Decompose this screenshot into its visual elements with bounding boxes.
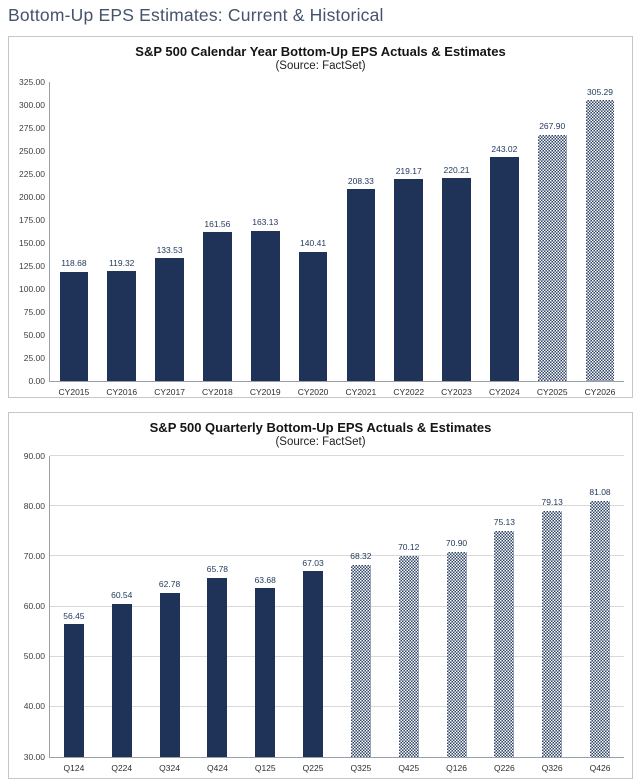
- bar-column: [50, 456, 98, 773]
- bar-Q326: [542, 511, 562, 757]
- y-tick-label: 50.00: [23, 329, 45, 340]
- bar-value-label: 119.32: [109, 257, 135, 268]
- plot-grid: [49, 456, 624, 773]
- page-title: Bottom-Up EPS Estimates: Current & Historical: [8, 5, 384, 25]
- bar-Q324: [160, 593, 180, 757]
- bar-Q425: [399, 556, 419, 757]
- bar-column: [289, 456, 337, 773]
- y-tick-label: 90.00: [23, 450, 45, 461]
- bar-CY2018: [203, 232, 232, 381]
- bar-column: [576, 456, 624, 773]
- category-label: CY2019: [249, 386, 281, 397]
- category-label: Q125: [254, 762, 276, 773]
- bar-column: [289, 82, 337, 397]
- bar-CY2016: [107, 271, 136, 381]
- bar-Q424: [207, 578, 227, 757]
- bar-Q124: [64, 624, 84, 757]
- plot-area: [13, 76, 626, 397]
- bar-value-label: 67.03: [302, 557, 324, 568]
- y-tick-label: 50.00: [23, 651, 45, 662]
- category-label: CY2020: [297, 386, 329, 397]
- bar-column: [241, 82, 289, 397]
- bar-CY2022: [394, 179, 423, 381]
- category-label: Q126: [446, 762, 467, 773]
- bar-value-label: 56.45: [63, 610, 85, 621]
- bar-value-label: 161.56: [204, 218, 231, 229]
- y-tick-label: 40.00: [23, 701, 45, 712]
- category-label: Q424: [207, 762, 228, 773]
- bar-value-label: 118.68: [61, 258, 87, 269]
- category-label: Q324: [159, 762, 180, 773]
- y-tick-label: 175.00: [19, 214, 45, 225]
- bar-column: [480, 456, 528, 773]
- bar-column: [385, 456, 433, 773]
- bar-Q125: [255, 588, 275, 757]
- bar-CY2021: [347, 189, 376, 381]
- bar-CY2019: [251, 231, 280, 381]
- bar-column: [480, 82, 528, 397]
- bar-CY2025: [538, 135, 567, 381]
- bar-value-label: 267.90: [539, 121, 566, 132]
- bar-value-label: 68.32: [350, 551, 372, 562]
- bar-CY2015: [60, 272, 89, 381]
- category-label: CY2026: [584, 386, 616, 397]
- y-tick-label: 70.00: [23, 550, 45, 561]
- plot-grid: [49, 82, 624, 397]
- bar-Q426: [590, 501, 610, 757]
- y-tick-label: 75.00: [23, 306, 45, 317]
- category-label: Q225: [302, 762, 324, 773]
- y-tick-label: 80.00: [23, 500, 45, 511]
- category-label: Q325: [350, 762, 372, 773]
- category-label: Q326: [541, 762, 563, 773]
- bar-value-label: 208.33: [347, 175, 374, 186]
- category-label: Q224: [111, 762, 133, 773]
- bar-column: [528, 456, 576, 773]
- category-label: CY2015: [58, 386, 90, 397]
- y-tick-label: 275.00: [19, 122, 45, 133]
- bar-CY2023: [442, 178, 471, 381]
- category-label: CY2021: [345, 386, 377, 397]
- bar-value-label: 220.21: [443, 164, 470, 175]
- y-axis: [13, 450, 49, 762]
- y-tick-label: 30.00: [23, 751, 45, 762]
- category-label: CY2024: [489, 386, 520, 397]
- bar-value-label: 70.90: [445, 538, 468, 549]
- bar-CY2020: [299, 252, 328, 381]
- bar-Q226: [494, 531, 514, 757]
- bar-column: [50, 82, 98, 397]
- bar-Q325: [351, 565, 371, 757]
- bar-column: [98, 82, 146, 397]
- category-label: CY2022: [393, 386, 425, 397]
- bar-column: [193, 456, 241, 773]
- bar-value-label: 243.02: [491, 143, 518, 154]
- category-label: Q426: [589, 762, 611, 773]
- bar-value-label: 60.54: [111, 590, 133, 601]
- y-tick-label: 150.00: [19, 237, 45, 248]
- bar-column: [433, 82, 481, 397]
- bar-column: [385, 82, 433, 397]
- bar-CY2017: [155, 258, 184, 381]
- category-label: CY2017: [154, 386, 185, 397]
- bar-column: [433, 456, 481, 773]
- chart-subtitle: (Source: FactSet): [275, 60, 366, 72]
- y-tick-label: 225.00: [19, 168, 45, 179]
- bar-column: [337, 82, 385, 397]
- category-label: CY2023: [441, 386, 472, 397]
- bar-value-label: 79.13: [541, 497, 563, 508]
- y-tick-label: 25.00: [23, 352, 45, 363]
- bar-column: [528, 82, 576, 397]
- y-tick-label: 200.00: [19, 191, 45, 202]
- bar-value-label: 62.78: [158, 579, 181, 590]
- quarterly-eps-chart-panel: [8, 412, 633, 779]
- bar-value-label: 63.68: [254, 574, 276, 585]
- y-tick-label: 250.00: [19, 145, 45, 156]
- category-label: CY2025: [536, 386, 568, 397]
- category-label: CY2018: [202, 386, 233, 397]
- plot-area: [13, 450, 626, 773]
- bar-value-label: 70.12: [398, 542, 420, 553]
- bar-value-label: 163.13: [252, 217, 279, 228]
- chart-title: S&P 500 Calendar Year Bottom-Up EPS Actuals & Estimates: [135, 44, 506, 59]
- category-label: Q226: [493, 762, 515, 773]
- y-tick-label: 325.00: [19, 76, 45, 87]
- bar-value-label: 75.13: [493, 517, 515, 528]
- bar-Q225: [303, 571, 323, 757]
- bar-value-label: 133.53: [156, 244, 183, 255]
- bar-Q224: [112, 604, 132, 757]
- category-label: CY2016: [106, 386, 138, 397]
- y-tick-label: 300.00: [19, 99, 45, 110]
- bar-column: [146, 456, 194, 773]
- bar-CY2024: [490, 157, 519, 381]
- y-tick-label: 0.00: [28, 375, 45, 386]
- bar-column: [337, 456, 385, 773]
- bar-column: [193, 82, 241, 397]
- bar-column: [146, 82, 194, 397]
- bar-value-label: 305.29: [587, 86, 614, 97]
- calendar-year-eps-chart-panel: [8, 36, 633, 398]
- y-tick-label: 100.00: [19, 283, 45, 294]
- y-tick-label: 60.00: [23, 601, 45, 611]
- bar-value-label: 65.78: [206, 564, 229, 575]
- bar-value-label: 81.08: [589, 487, 611, 498]
- bar-column: [576, 82, 624, 397]
- y-tick-label: 125.00: [19, 260, 45, 271]
- category-label: Q124: [63, 762, 85, 773]
- y-axis: [13, 76, 49, 386]
- bar-column: [98, 456, 146, 773]
- bar-Q126: [447, 552, 467, 757]
- bar-value-label: 140.41: [300, 238, 327, 249]
- category-label: Q425: [398, 762, 420, 773]
- bar-column: [241, 456, 289, 773]
- bar-CY2026: [586, 100, 615, 381]
- chart-title: S&P 500 Quarterly Bottom-Up EPS Actuals & Estimates: [149, 420, 492, 435]
- bar-value-label: 219.17: [395, 165, 422, 176]
- chart-subtitle: (Source: FactSet): [275, 436, 366, 448]
